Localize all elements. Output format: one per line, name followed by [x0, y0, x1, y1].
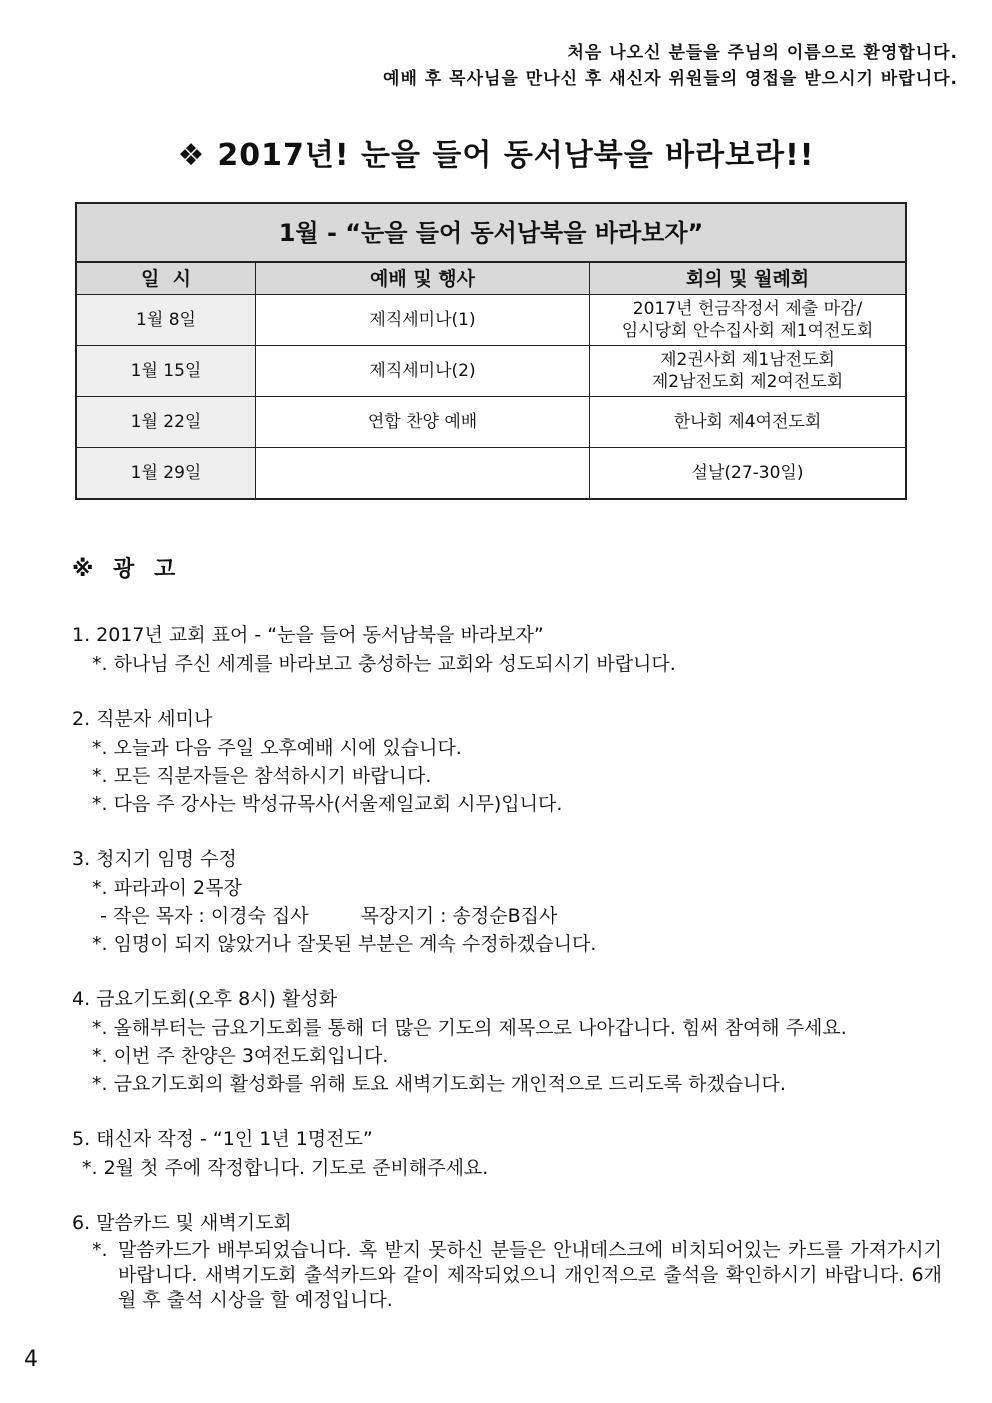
announcement-sub-line: [72, 902, 942, 930]
bullet-mark: *.: [92, 1239, 108, 1261]
announcement-line: *. 올해부터는 금요기도회를 통해 더 많은 기도의 제목으로 나아갑니다. 힘써 참여해 주세요.: [92, 1017, 847, 1039]
announcement-4: [72, 984, 942, 1098]
schedule-month-title: 1월 - “눈을 들어 동서남북을 바라보자”: [76, 203, 906, 262]
schedule-month-row: [76, 203, 906, 262]
announcement-5: [72, 1124, 942, 1182]
announcement-line: *. 모든 직분자들은 참석하시기 바랍니다.: [92, 765, 432, 787]
row-event: 제직세미나(2): [256, 346, 590, 397]
announcement-6: [72, 1208, 942, 1313]
row-meeting: [590, 295, 907, 346]
welcome-line-1: 처음 나오신 분들을 주님의 이름으로 환영합니다.: [567, 43, 958, 63]
announcement-3: [72, 844, 942, 958]
announcement-title: 3. 청지기 임명 수정: [72, 848, 237, 870]
row-date: 1월 15일: [76, 346, 256, 397]
announcement-line: *. 금요기도회의 활성화를 위해 토요 새벽기도회는 개인적으로 드리도록 하겠습니다.: [92, 1073, 786, 1095]
page-title-text: 2017년! 눈을 들어 동서남북을 바라보라!!: [217, 138, 815, 173]
row-event: 연합 찬양 예배: [256, 397, 590, 448]
announcement-line: *. 임명이 되지 않았거나 잘못된 부분은 계속 수정하겠습니다.: [92, 933, 597, 955]
announcement-line: *. 파라과이 2목장: [92, 877, 242, 899]
row-meeting: [590, 346, 907, 397]
meeting-line: 한나회 제4여전도회: [673, 412, 822, 432]
row-event: 제직세미나(1): [256, 295, 590, 346]
announcement-line: *. 2월 첫 주에 작정합니다. 기도로 준비해주세요.: [82, 1157, 489, 1179]
announcement-line: *. 하나님 주신 세계를 바라보고 충성하는 교회와 성도되시기 바랍니다.: [92, 653, 676, 675]
header-meeting: 회의 및 월례회: [590, 262, 907, 295]
announcement-title: 6. 말씀카드 및 새벽기도회: [72, 1212, 292, 1234]
row-date: 1월 29일: [76, 448, 256, 500]
cell-keeper: 목장지기 : 송정순B집사: [360, 905, 558, 927]
meeting-line: 제2권사회 제1남전도회: [660, 350, 835, 370]
announcements: [72, 620, 942, 1339]
announcement-paragraph-text: 말씀카드가 배부되었습니다. 혹 받지 못하신 분들은 안내데스크에 비치되어있는 카드를 가져가시기 바랍니다. 새벽기도회 출석카드와 같이 제작되었으니 개인적으로 출석을 확인하시기 바랍니다. 6개월 후 출석 시상을 할 예정입니다.: [118, 1239, 942, 1311]
row-date: 1월 8일: [76, 295, 256, 346]
meeting-line: 설날(27-30일): [691, 463, 804, 483]
header-date: 일 시: [76, 262, 256, 295]
meeting-line: 2017년 헌금작정서 제출 마감/: [632, 299, 863, 319]
announcement-2: [72, 704, 942, 818]
announcement-line: *. 이번 주 찬양은 3여전도회입니다.: [92, 1045, 389, 1067]
announcement-title: 5. 태신자 작정 - “1인 1년 1명전도”: [72, 1128, 373, 1150]
ads-header: ※ 광 고: [72, 557, 182, 582]
small-shepherd: - 작은 목자 : 이경숙 집사: [100, 905, 309, 927]
header-event: 예배 및 행사: [256, 262, 590, 295]
meeting-line: 임시당회 안수집사회 제1여전도회: [621, 321, 874, 341]
announcement-title: 2. 직분자 세미나: [72, 708, 213, 730]
table-row: [76, 397, 906, 448]
table-row: [76, 346, 906, 397]
row-meeting: [590, 397, 907, 448]
announcement-title: 1. 2017년 교회 표어 - “눈을 들어 동서남북을 바라보자”: [72, 624, 544, 646]
announcement-title: 4. 금요기도회(오후 8시) 활성화: [72, 988, 338, 1010]
row-event: [256, 448, 590, 500]
meeting-line: 제2남전도회 제2여전도회: [651, 372, 844, 392]
announcement-line: *. 다음 주 강사는 박성규목사(서울제일교회 시무)입니다.: [92, 793, 563, 815]
row-meeting: [590, 448, 907, 500]
schedule-header-row: [76, 262, 906, 295]
diamond-icon: ❖: [177, 138, 206, 173]
page-title: [0, 130, 992, 174]
table-row: [76, 295, 906, 346]
row-date: 1월 22일: [76, 397, 256, 448]
announcement-paragraph: [72, 1238, 942, 1313]
page-number: 4: [24, 1347, 38, 1372]
table-row: [76, 448, 906, 500]
welcome-line-2: 예배 후 목사님을 만나신 후 새신자 위원들의 영접을 받으시기 바랍니다.: [383, 69, 958, 89]
welcome-message: [383, 40, 958, 92]
announcement-line: *. 오늘과 다음 주일 오후예배 시에 있습니다.: [92, 737, 462, 759]
announcement-1: [72, 620, 942, 678]
schedule-table: [75, 202, 907, 500]
